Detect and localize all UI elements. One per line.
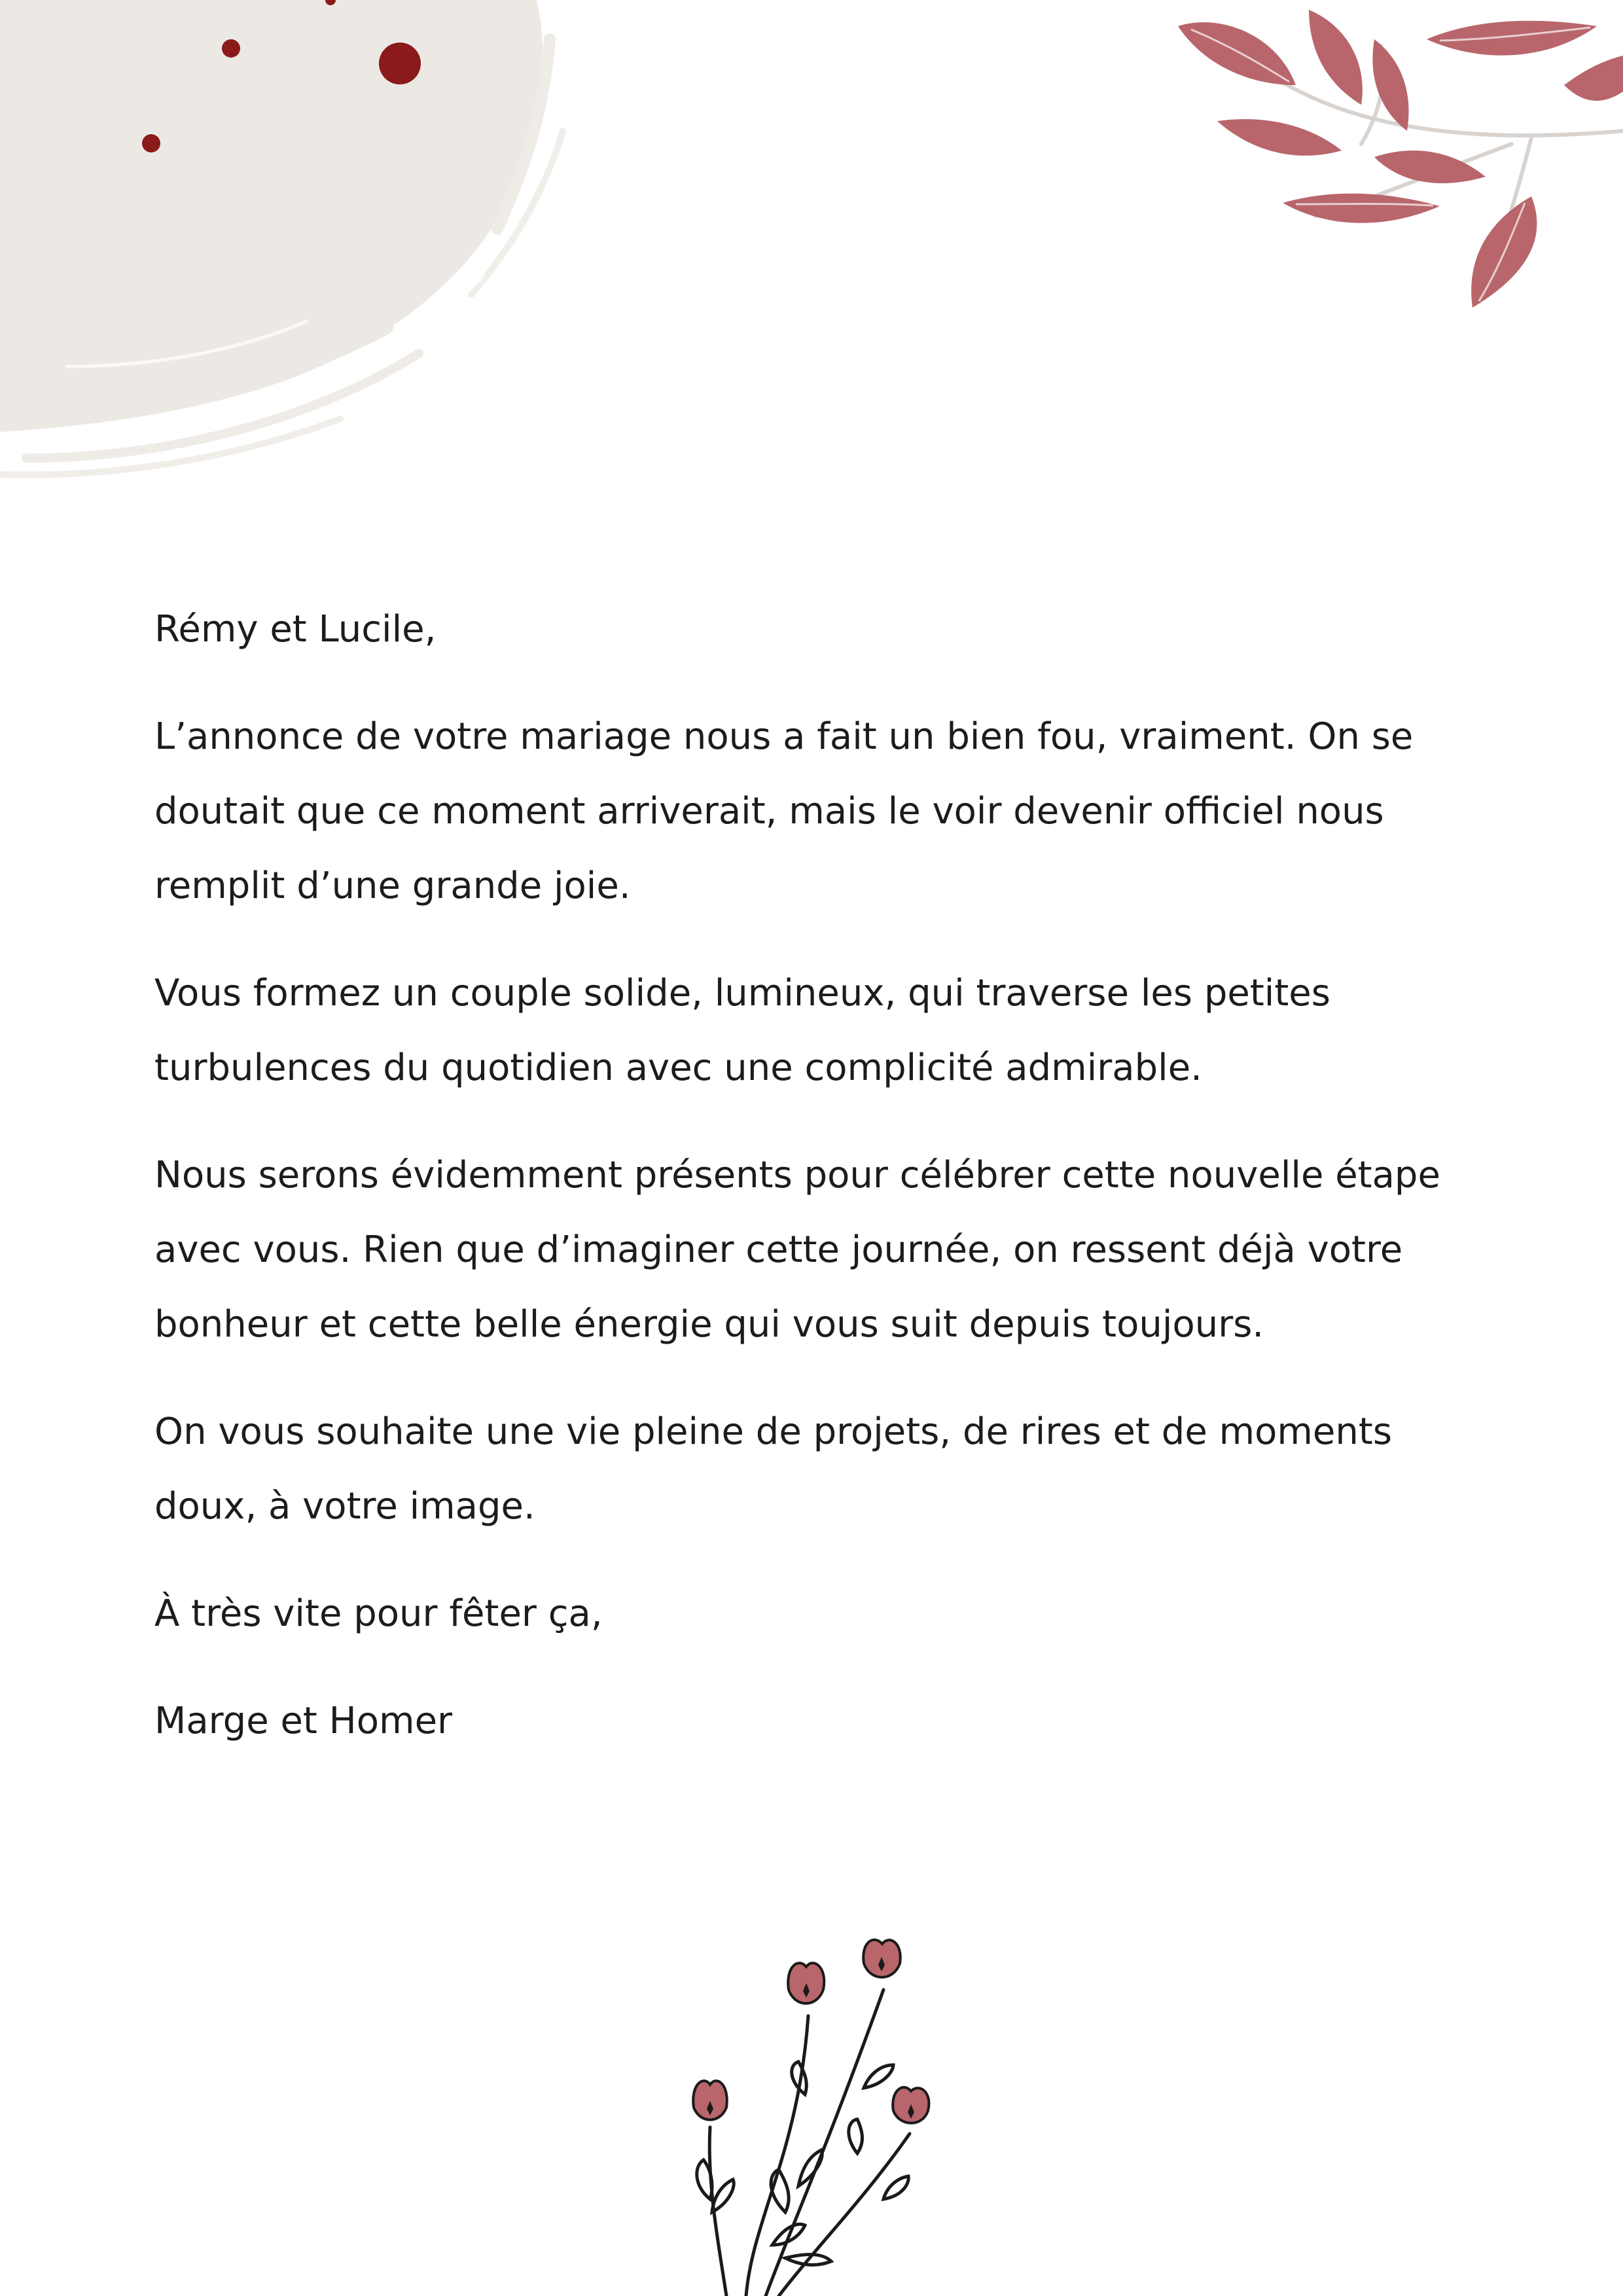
salutation: Rémy et Lucile, xyxy=(154,608,437,651)
leaf-branch-decoration xyxy=(1165,0,1623,321)
paragraph: L’annonce de votre mariage nous a fait un bien fou, vraiment. On se doutait que ce moment arriverait, mais le voir devenir officiel nous remplit d’une grande joie. xyxy=(154,715,1414,907)
red-dot xyxy=(142,134,160,152)
red-dot xyxy=(379,43,421,84)
brush-circle-decoration xyxy=(0,0,576,497)
paragraph: Nous serons évidemment présents pour célébrer cette nouvelle étape avec vous. Rien que d’imaginer cette journée, on ressent déjà votre bonheur et cette belle énergie qui vous suit depuis toujours. xyxy=(154,1154,1440,1346)
flower-bouquet-decoration xyxy=(668,1937,969,2296)
closing: À très vite pour fêter ça, xyxy=(154,1592,603,1635)
red-dot xyxy=(222,39,240,58)
paragraph: Vous formez un couple solide, lumineux, qui traverse les petites turbulences du quotidien avec une complicité admirable. xyxy=(154,972,1330,1089)
paragraph: On vous souhaite une vie pleine de projets, de rires et de moments doux, à votre image. xyxy=(154,1410,1393,1528)
letter-body xyxy=(154,592,1483,1791)
signature: Marge et Homer xyxy=(154,1700,453,1742)
